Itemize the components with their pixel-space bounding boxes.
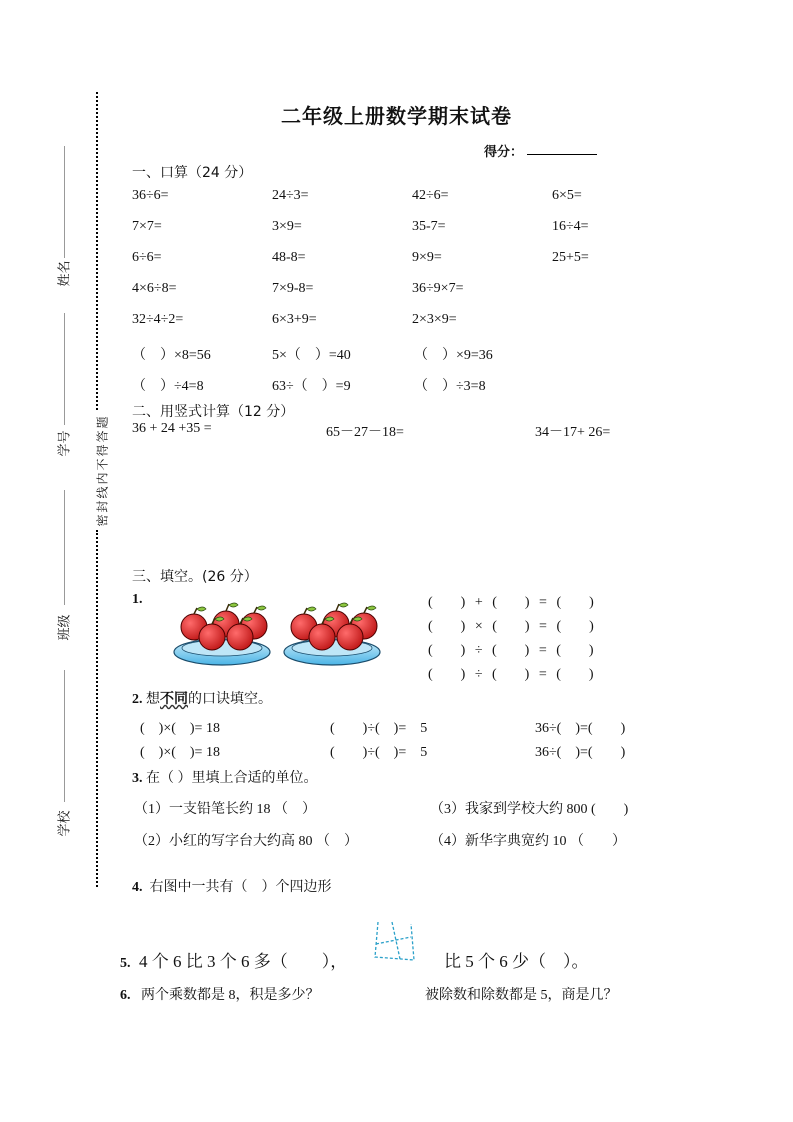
calc-item: 16÷4= xyxy=(552,219,589,234)
q3-prompt xyxy=(132,767,318,787)
section1-heading: 一、口算（24 分） xyxy=(132,165,253,181)
q2-item: ( )÷( )= 5 xyxy=(330,721,428,736)
q3-number: 3. xyxy=(132,771,143,786)
calc-item: 2×3×9= xyxy=(412,312,457,327)
q5-text-b: 比 5 个 6 少（ ）。 xyxy=(444,952,589,971)
calc-item: 63÷（ ）=9 xyxy=(272,379,351,394)
q3-item-3: （3）我家到学校大约 800 ( ) xyxy=(430,802,629,817)
calc-item: 24÷3= xyxy=(272,188,309,203)
vertical-calc-1: 36 + 24 +35 = xyxy=(132,421,212,436)
q5-part-a xyxy=(120,947,347,972)
calc-item: 7×9-8= xyxy=(272,281,314,296)
q3-text: 在（ ）里填上合适的单位。 xyxy=(146,771,318,786)
q2-item: ( )÷( )= 5 xyxy=(330,745,428,760)
q1-equation: ( ) ÷ ( ) = ( ) xyxy=(428,643,594,658)
q2-number: 2. xyxy=(132,692,143,707)
page-title: 二年级上册数学期末试卷 xyxy=(281,104,512,128)
plate-right xyxy=(284,603,380,665)
calc-item: 32÷4÷2= xyxy=(132,312,184,327)
name-line xyxy=(64,146,65,258)
vertical-calc-3: 34－17+ 26= xyxy=(535,425,611,440)
q2-suffix: 的口诀填空。 xyxy=(188,692,272,707)
section2-heading: 二、用竖式计算（12 分） xyxy=(132,404,295,420)
calc-item: 35-7= xyxy=(412,219,446,234)
q2-prefix: 想 xyxy=(146,692,160,707)
school-label: 学校 xyxy=(57,810,73,837)
q4-prompt xyxy=(132,876,332,896)
q1-equation: ( ) ÷ ( ) = ( ) xyxy=(428,667,594,682)
student-id-label: 学号 xyxy=(57,430,73,457)
calc-item: （ ）÷4=8 xyxy=(132,379,204,394)
q2-prompt xyxy=(132,688,272,708)
q4-number: 4. xyxy=(132,880,143,895)
q6-text-b: 被除数和除数都是 5，商是几？ xyxy=(425,988,618,1003)
q2-item: 36÷( )=( ) xyxy=(535,721,626,736)
calc-item: 36÷6= xyxy=(132,188,169,203)
calc-item: 48-8= xyxy=(272,250,306,265)
seal-line-top xyxy=(96,92,98,410)
q6-text-a: 两个乘数都是 8，积是多少？ xyxy=(141,988,320,1003)
calc-item: （ ）÷3=8 xyxy=(414,379,486,394)
calc-item: 36÷9×7= xyxy=(412,281,464,296)
q2-item: 36÷( )=( ) xyxy=(535,745,626,760)
score-label: 得分： xyxy=(484,145,524,160)
student-id-line xyxy=(64,313,65,425)
q3-item-2: （2）小红的写字台大约高 80 （ ） xyxy=(134,834,358,849)
q5-text-a: 4 个 6 比 3 个 6 多（ ）， xyxy=(139,952,348,971)
q6-part-a xyxy=(120,984,320,1004)
seal-line-bottom xyxy=(96,530,98,887)
section3-heading: 三、填空。(26 分） xyxy=(132,569,258,585)
calc-item: 3×9= xyxy=(272,219,302,234)
seal-notice: 密封线内不得答题 xyxy=(95,414,110,527)
q1-equation: ( ) + ( ) = ( ) xyxy=(428,595,594,610)
q2-emphasis: 不同 xyxy=(160,692,188,707)
calc-item: 9×9= xyxy=(412,250,442,265)
class-label: 班级 xyxy=(57,614,73,641)
q3-item-1: （1）一支铅笔长约 18 （ ） xyxy=(134,802,316,817)
calc-item: 4×6÷8= xyxy=(132,281,177,296)
calc-item: 6×3+9= xyxy=(272,312,317,327)
plate-left xyxy=(174,603,270,665)
q2-item: ( )×( )= 18 xyxy=(140,721,220,736)
calc-item: 25+5= xyxy=(552,250,589,265)
score-blank[interactable] xyxy=(527,154,597,155)
vertical-calc-2: 65－27－18= xyxy=(326,425,404,440)
q5-number: 5. xyxy=(120,956,131,971)
apples-on-plates-image xyxy=(170,600,390,670)
school-line xyxy=(64,670,65,802)
name-label: 姓名 xyxy=(57,260,73,287)
q1-number: 1. xyxy=(132,592,143,607)
calc-item: 6÷6= xyxy=(132,250,162,265)
q4-text: 右图中一共有（ ）个四边形 xyxy=(149,880,332,895)
q1-equation: ( ) × ( ) = ( ) xyxy=(428,619,594,634)
q3-item-4: （4）新华字典宽约 10 （ ） xyxy=(430,834,626,849)
q2-item: ( )×( )= 18 xyxy=(140,745,220,760)
q6-number: 6. xyxy=(120,988,131,1003)
calc-item: 6×5= xyxy=(552,188,582,203)
calc-item: 42÷6= xyxy=(412,188,449,203)
class-line xyxy=(64,490,65,605)
calc-item: （ ）×8=56 xyxy=(132,348,211,363)
calc-item: （ ）×9=36 xyxy=(414,348,493,363)
calc-item: 7×7= xyxy=(132,219,162,234)
calc-item: 5×（ ）=40 xyxy=(272,348,351,363)
quadrilateral-figure xyxy=(370,920,430,965)
